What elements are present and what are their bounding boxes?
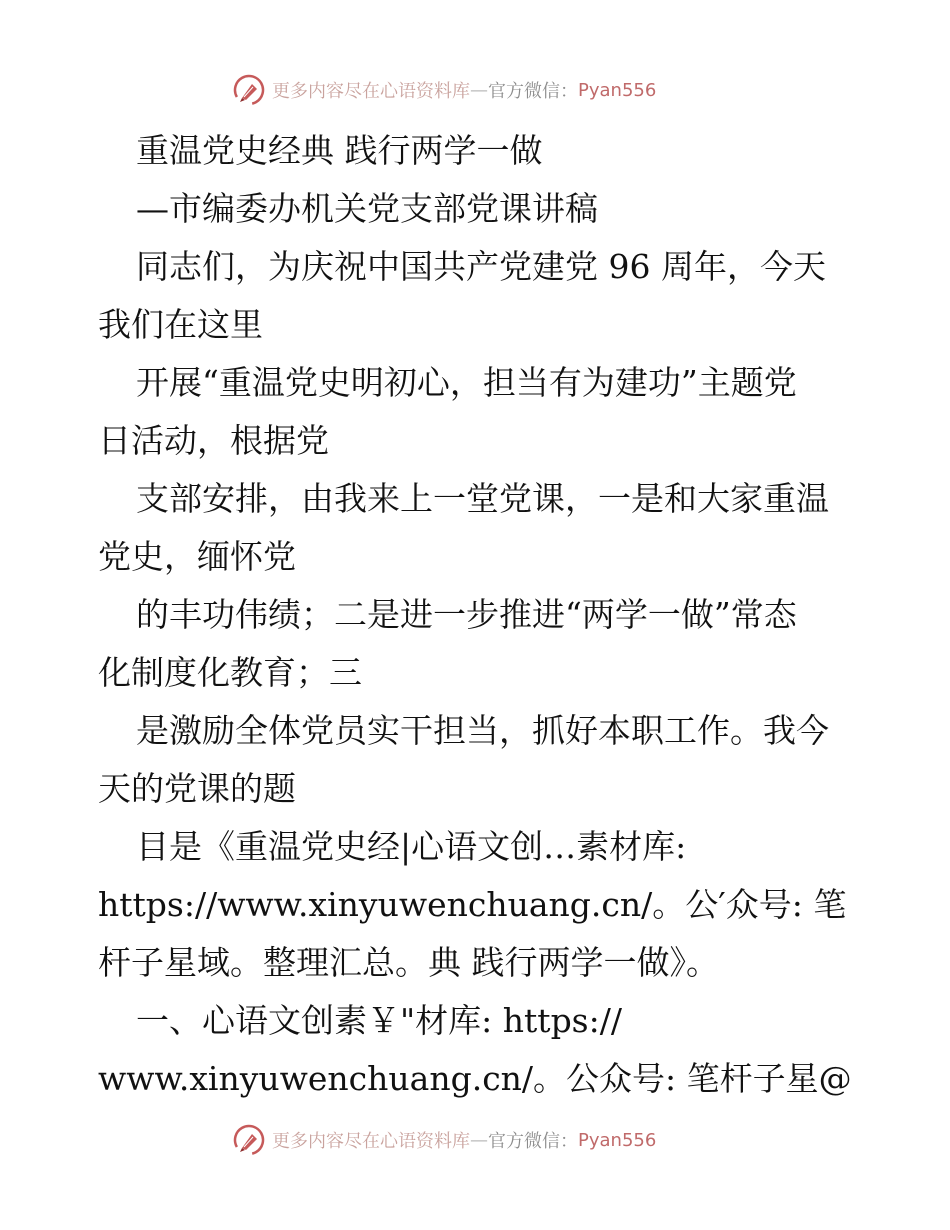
body-line: 杆子星域。整理汇总。典 践行两学一做》。 [98, 943, 719, 982]
body-line: 我们在这里 [98, 305, 263, 344]
body-line: 开展“重温党史明初心，担当有为建功”主题党 [136, 363, 797, 402]
body-line: 目是《重温党史经|心语文创…素材库: [136, 827, 687, 866]
pen-nib-logo-icon [232, 1123, 266, 1157]
banner-wechat-label: 官方微信： [488, 1131, 578, 1152]
body-line: 是激励全体党员实干担当，抓好本职工作。我今 [136, 711, 829, 750]
doc-title: 重温党史经典 践行两学一做 [136, 131, 543, 170]
body-line: 日活动，根据党 [98, 421, 329, 460]
body-line: https://www.xinyuwenchuang.cn/。公′众号: 笔 [98, 885, 847, 924]
doc-subtitle: —市编委办机关党支部党课讲稿 [136, 189, 598, 228]
body-line: 化制度化教育；三 [98, 653, 362, 692]
body-line: 党史，缅怀党 [98, 537, 296, 576]
banner-wechat-label: 官方微信： [488, 81, 578, 102]
body-line: 一、心语文创素￥"材库: https:// [136, 1001, 622, 1040]
banner-wechat-id: Pyan556 [578, 79, 657, 101]
body-line: 天的党课的题 [98, 769, 296, 808]
banner-dash: — [470, 1129, 488, 1151]
body-line: www.xinyuwenchuang.cn/。公众号: 笔杆子星@ [98, 1059, 852, 1098]
pen-nib-logo-icon [232, 73, 266, 107]
banner-wechat-id: Pyan556 [578, 1129, 657, 1151]
footer-banner [232, 1122, 656, 1158]
body-line: 的丰功伟绩；二是进一步推进“两学一做”常态 [136, 595, 797, 634]
body-line: 同志们，为庆祝中国共产党建党 96 周年，今天 [136, 247, 826, 286]
banner-main-text: 更多内容尽在心语资料库 [272, 1131, 470, 1152]
body-line: 支部安排，由我来上一堂党课，一是和大家重温 [136, 479, 829, 518]
document-body [98, 122, 858, 1108]
banner-main-text: 更多内容尽在心语资料库 [272, 81, 470, 102]
banner-dash: — [470, 79, 488, 101]
header-banner [232, 72, 656, 108]
